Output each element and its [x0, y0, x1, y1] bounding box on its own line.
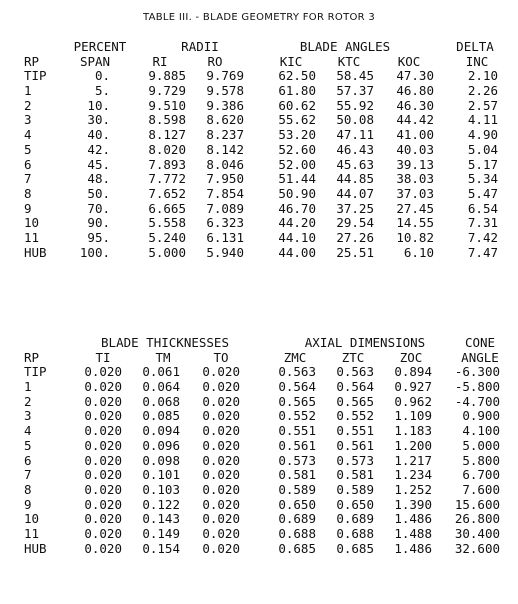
table-cell: 0.894: [394, 364, 432, 380]
table-cell: 45.63: [336, 156, 374, 172]
table-cell: 55.92: [336, 97, 374, 113]
column-header: KTC: [337, 53, 361, 69]
table-cell: 50.90: [278, 185, 316, 201]
table-cell: 4.100: [462, 423, 500, 439]
table-cell: 32.600: [454, 540, 500, 556]
table-title: TABLE III. - BLADE GEOMETRY FOR ROTOR 3: [142, 12, 376, 23]
column-header: ZOC: [399, 349, 423, 365]
table-cell: 7.089: [206, 200, 244, 216]
table-cell: 0.589: [278, 481, 316, 497]
table-cell: 27.26: [336, 229, 374, 245]
table-cell: 40.: [87, 127, 110, 143]
table-cell: 90.: [87, 215, 110, 231]
table-cell: 70.: [87, 200, 110, 216]
column-header: RI: [152, 53, 168, 69]
row-label: 1: [24, 379, 32, 395]
table-row: [0, 483, 518, 498]
table2-body: [0, 365, 518, 556]
row-label: 1: [24, 83, 32, 99]
table-cell: 0.020: [202, 452, 240, 468]
table-row: [0, 498, 518, 513]
table-cell: 8.046: [206, 156, 244, 172]
table-cell: 0.020: [84, 511, 122, 527]
table-cell: 1.183: [394, 423, 432, 439]
table-cell: 9.729: [148, 83, 186, 99]
table-cell: 7.950: [206, 171, 244, 187]
table-row: [0, 365, 518, 380]
table-cell: 7.600: [462, 481, 500, 497]
table-cell: 0.581: [336, 467, 374, 483]
table-cell: 42.: [87, 141, 110, 157]
table-cell: 0.096: [142, 437, 180, 453]
table-cell: 8.127: [148, 127, 186, 143]
table-cell: 10.: [87, 97, 110, 113]
table-cell: 0.020: [202, 437, 240, 453]
table-cell: 1.217: [394, 452, 432, 468]
column-header: TO: [213, 349, 229, 365]
table-cell: 7.47: [467, 244, 498, 260]
table-cell: 0.581: [278, 467, 316, 483]
table2-group-header-row: [0, 336, 518, 351]
table-cell: 9.578: [206, 83, 244, 99]
row-label: 5: [24, 437, 32, 453]
column-header: ANGLE: [461, 349, 499, 365]
table-cell: 7.893: [148, 156, 186, 172]
table-cell: 44.10: [278, 229, 316, 245]
table-cell: 0.689: [336, 511, 374, 527]
table-cell: 0.020: [202, 408, 240, 424]
table-cell: 0.020: [84, 437, 122, 453]
table-cell: 0.094: [142, 423, 180, 439]
table-cell: 1.390: [394, 496, 432, 512]
table-cell: 0.688: [336, 525, 374, 541]
table-cell: 30.400: [454, 525, 500, 541]
table-cell: 50.08: [336, 112, 374, 128]
table-cell: 48.: [87, 171, 110, 187]
blade-geometry-table: [0, 40, 518, 260]
row-label: 10: [24, 511, 40, 527]
row-label: 9: [24, 200, 32, 216]
row-label: 2: [24, 393, 32, 409]
table-cell: 6.323: [206, 215, 244, 231]
table-cell: 46.43: [336, 141, 374, 157]
table-cell: 50.: [87, 185, 110, 201]
table-row: [0, 216, 518, 231]
row-label: 11: [24, 525, 40, 541]
table-row: [0, 380, 518, 395]
table-cell: 7.652: [148, 185, 186, 201]
table-cell: 8.598: [148, 112, 186, 128]
table1-header-row: [0, 55, 518, 70]
table-cell: 4.90: [467, 127, 498, 143]
table-cell: 9.885: [148, 68, 186, 84]
table-cell: 7.31: [467, 215, 498, 231]
row-label: 6: [24, 156, 32, 172]
table-cell: 5.000: [462, 437, 500, 453]
table-cell: 0.143: [142, 511, 180, 527]
group-header-blade-thicknesses: BLADE THICKNESSES: [101, 335, 229, 350]
table-cell: 47.11: [336, 127, 374, 143]
table-cell: 27.45: [396, 200, 434, 216]
table-cell: 5.940: [206, 244, 244, 260]
table-cell: 5.04: [467, 141, 498, 157]
row-label: 9: [24, 496, 32, 512]
table-cell: 37.03: [396, 185, 434, 201]
table-cell: 14.55: [396, 215, 434, 231]
blade-thickness-axial-table: [0, 336, 518, 556]
table-cell: 1.252: [394, 481, 432, 497]
column-header: SPAN: [79, 53, 111, 69]
table-cell: 41.00: [396, 127, 434, 143]
row-label: 4: [24, 127, 32, 143]
table-cell: 5.558: [148, 215, 186, 231]
table-cell: 0.020: [202, 496, 240, 512]
table-cell: 0.561: [278, 437, 316, 453]
table-cell: 0.020: [84, 452, 122, 468]
table-cell: 0.563: [336, 364, 374, 380]
table-cell: 52.60: [278, 141, 316, 157]
table-cell: 0.020: [84, 540, 122, 556]
row-label: 7: [24, 171, 32, 187]
table-cell: 0.020: [202, 540, 240, 556]
table-cell: 51.44: [278, 171, 316, 187]
table-row: [0, 468, 518, 483]
table-cell: 1.109: [394, 408, 432, 424]
table-cell: 25.51: [336, 244, 374, 260]
column-header: ZTC: [341, 349, 365, 365]
table-cell: 7.42: [467, 229, 498, 245]
table-cell: 44.00: [278, 244, 316, 260]
table-cell: 26.800: [454, 511, 500, 527]
table-row: [0, 143, 518, 158]
row-label: 3: [24, 408, 32, 424]
group-header-percent: PERCENT: [73, 39, 127, 54]
row-label: HUB: [24, 244, 47, 260]
table-row: [0, 172, 518, 187]
table-row: [0, 128, 518, 143]
table-cell: 57.37: [336, 83, 374, 99]
column-header: RP: [24, 349, 40, 365]
table-cell: 6.700: [462, 467, 500, 483]
row-label: HUB: [24, 540, 47, 556]
table-cell: 0.085: [142, 408, 180, 424]
table-cell: 9.386: [206, 97, 244, 113]
table-cell: 53.20: [278, 127, 316, 143]
table-cell: 7.854: [206, 185, 244, 201]
table-row: [0, 187, 518, 202]
table-cell: 44.42: [396, 112, 434, 128]
table-cell: 0.551: [278, 423, 316, 439]
table-cell: 7.772: [148, 171, 186, 187]
table-cell: 46.70: [278, 200, 316, 216]
table-cell: 0.020: [202, 525, 240, 541]
column-header: RO: [207, 53, 223, 69]
table-cell: 0.020: [84, 525, 122, 541]
column-header: TM: [155, 349, 171, 365]
table-cell: 1.486: [394, 511, 432, 527]
table-cell: 0.962: [394, 393, 432, 409]
table-cell: 0.020: [84, 481, 122, 497]
table-cell: 61.80: [278, 83, 316, 99]
table-cell: 0.900: [462, 408, 500, 424]
table-cell: 0.101: [142, 467, 180, 483]
table-cell: 0.573: [278, 452, 316, 468]
table-row: [0, 512, 518, 527]
table-cell: 8.142: [206, 141, 244, 157]
table-cell: -4.700: [454, 393, 500, 409]
column-header: RP: [24, 53, 40, 69]
table-cell: 46.80: [396, 83, 434, 99]
table-cell: 5.34: [467, 171, 498, 187]
table-cell: 44.07: [336, 185, 374, 201]
table-cell: 0.020: [84, 496, 122, 512]
table-cell: 0.650: [278, 496, 316, 512]
table-cell: 0.149: [142, 525, 180, 541]
table-cell: 0.552: [336, 408, 374, 424]
table-cell: 44.85: [336, 171, 374, 187]
table-cell: 1.234: [394, 467, 432, 483]
table-cell: 37.25: [336, 200, 374, 216]
table-row: [0, 84, 518, 99]
table-row: [0, 202, 518, 217]
table-cell: 10.82: [396, 229, 434, 245]
table-row: [0, 527, 518, 542]
table-cell: 5.47: [467, 185, 498, 201]
table-cell: 1.488: [394, 525, 432, 541]
table-cell: 62.50: [278, 68, 316, 84]
table-row: [0, 454, 518, 469]
table-cell: 0.020: [202, 511, 240, 527]
table-cell: 4.11: [467, 112, 498, 128]
table-cell: 0.564: [336, 379, 374, 395]
row-label: 2: [24, 97, 32, 113]
table-cell: 0.020: [84, 408, 122, 424]
table-cell: 95.: [87, 229, 110, 245]
table-cell: 0.020: [84, 423, 122, 439]
table-cell: 0.552: [278, 408, 316, 424]
table-cell: 0.688: [278, 525, 316, 541]
table-cell: 0.098: [142, 452, 180, 468]
table-cell: 6.665: [148, 200, 186, 216]
row-label: 6: [24, 452, 32, 468]
row-label: 8: [24, 185, 32, 201]
table-cell: 40.03: [396, 141, 434, 157]
table-cell: 0.020: [84, 393, 122, 409]
row-label: 4: [24, 423, 32, 439]
table-cell: 0.551: [336, 423, 374, 439]
table-row: [0, 113, 518, 128]
column-header: ZMC: [283, 349, 307, 365]
group-header-blade-angles: BLADE ANGLES: [299, 39, 391, 54]
table-cell: 0.020: [202, 379, 240, 395]
column-header: TI: [95, 349, 111, 365]
table-cell: 58.45: [336, 68, 374, 84]
table-cell: 0.561: [336, 437, 374, 453]
row-label: 3: [24, 112, 32, 128]
row-label: TIP: [24, 68, 47, 84]
table-cell: 6.54: [467, 200, 498, 216]
table-row: [0, 542, 518, 557]
table-cell: -5.800: [454, 379, 500, 395]
table-cell: 0.565: [336, 393, 374, 409]
table-cell: 0.061: [142, 364, 180, 380]
table-cell: 6.10: [403, 244, 434, 260]
table-row: [0, 69, 518, 84]
table-cell: 5.240: [148, 229, 186, 245]
table-cell: 39.13: [396, 156, 434, 172]
table-cell: 2.26: [467, 83, 498, 99]
table-cell: 0.565: [278, 393, 316, 409]
table-cell: 6.131: [206, 229, 244, 245]
table-cell: 0.689: [278, 511, 316, 527]
table-cell: 45.: [87, 156, 110, 172]
table-cell: 8.620: [206, 112, 244, 128]
group-header-axial-dimensions: AXIAL DIMENSIONS: [304, 335, 426, 350]
table-row: [0, 99, 518, 114]
table-cell: 0.154: [142, 540, 180, 556]
table-cell: 46.30: [396, 97, 434, 113]
table-cell: 0.020: [84, 364, 122, 380]
table-cell: 0.103: [142, 481, 180, 497]
table-cell: 0.068: [142, 393, 180, 409]
table-row: [0, 231, 518, 246]
table-cell: 0.020: [202, 393, 240, 409]
table-cell: 0.020: [202, 481, 240, 497]
row-label: 10: [24, 215, 40, 231]
table-cell: 0.650: [336, 496, 374, 512]
table-row: [0, 409, 518, 424]
table-cell: 55.62: [278, 112, 316, 128]
table-cell: 47.30: [396, 68, 434, 84]
row-label: 11: [24, 229, 40, 245]
table-cell: -6.300: [454, 364, 500, 380]
table-cell: 1.486: [394, 540, 432, 556]
table-cell: 100.: [79, 244, 110, 260]
table-cell: 9.769: [206, 68, 244, 84]
table-cell: 15.600: [454, 496, 500, 512]
table-cell: 0.020: [84, 379, 122, 395]
table1-group-header-row: [0, 40, 518, 55]
table-cell: 52.00: [278, 156, 316, 172]
group-header-delta: DELTA: [456, 39, 494, 54]
table-row: [0, 158, 518, 173]
table-cell: 0.573: [336, 452, 374, 468]
table-cell: 38.03: [396, 171, 434, 187]
table-cell: 60.62: [278, 97, 316, 113]
table-cell: 0.020: [202, 467, 240, 483]
row-label: TIP: [24, 364, 47, 380]
table-row: [0, 424, 518, 439]
table-cell: 0.685: [278, 540, 316, 556]
group-header-radii: RADII: [181, 39, 219, 54]
table-cell: 2.10: [467, 68, 498, 84]
table-cell: 0.: [94, 68, 110, 84]
table-row: [0, 439, 518, 454]
table-cell: 0.020: [202, 423, 240, 439]
table-cell: 0.563: [278, 364, 316, 380]
table-cell: 0.927: [394, 379, 432, 395]
table-cell: 0.589: [336, 481, 374, 497]
table-cell: 0.122: [142, 496, 180, 512]
column-header: KOC: [397, 53, 421, 69]
table-cell: 8.237: [206, 127, 244, 143]
row-label: 8: [24, 481, 32, 497]
column-header: INC: [465, 53, 489, 69]
table-cell: 5.17: [467, 156, 498, 172]
table-cell: 8.020: [148, 141, 186, 157]
table-cell: 29.54: [336, 215, 374, 231]
table-cell: 1.200: [394, 437, 432, 453]
table-cell: 2.57: [467, 97, 498, 113]
table-cell: 0.564: [278, 379, 316, 395]
table-row: [0, 246, 518, 261]
table-row: [0, 395, 518, 410]
row-label: 7: [24, 467, 32, 483]
table-cell: 0.064: [142, 379, 180, 395]
column-header: KIC: [279, 53, 303, 69]
table-cell: 44.20: [278, 215, 316, 231]
table-cell: 0.020: [84, 467, 122, 483]
table-cell: 0.020: [202, 364, 240, 380]
table-cell: 5.000: [148, 244, 186, 260]
table-cell: 9.510: [148, 97, 186, 113]
row-label: 5: [24, 141, 32, 157]
table-cell: 5.800: [462, 452, 500, 468]
table-cell: 5.: [94, 83, 110, 99]
table2-header-row: [0, 351, 518, 366]
table-cell: 30.: [87, 112, 110, 128]
group-header-cone: CONE: [464, 335, 496, 350]
table-cell: 0.685: [336, 540, 374, 556]
table1-body: [0, 69, 518, 260]
